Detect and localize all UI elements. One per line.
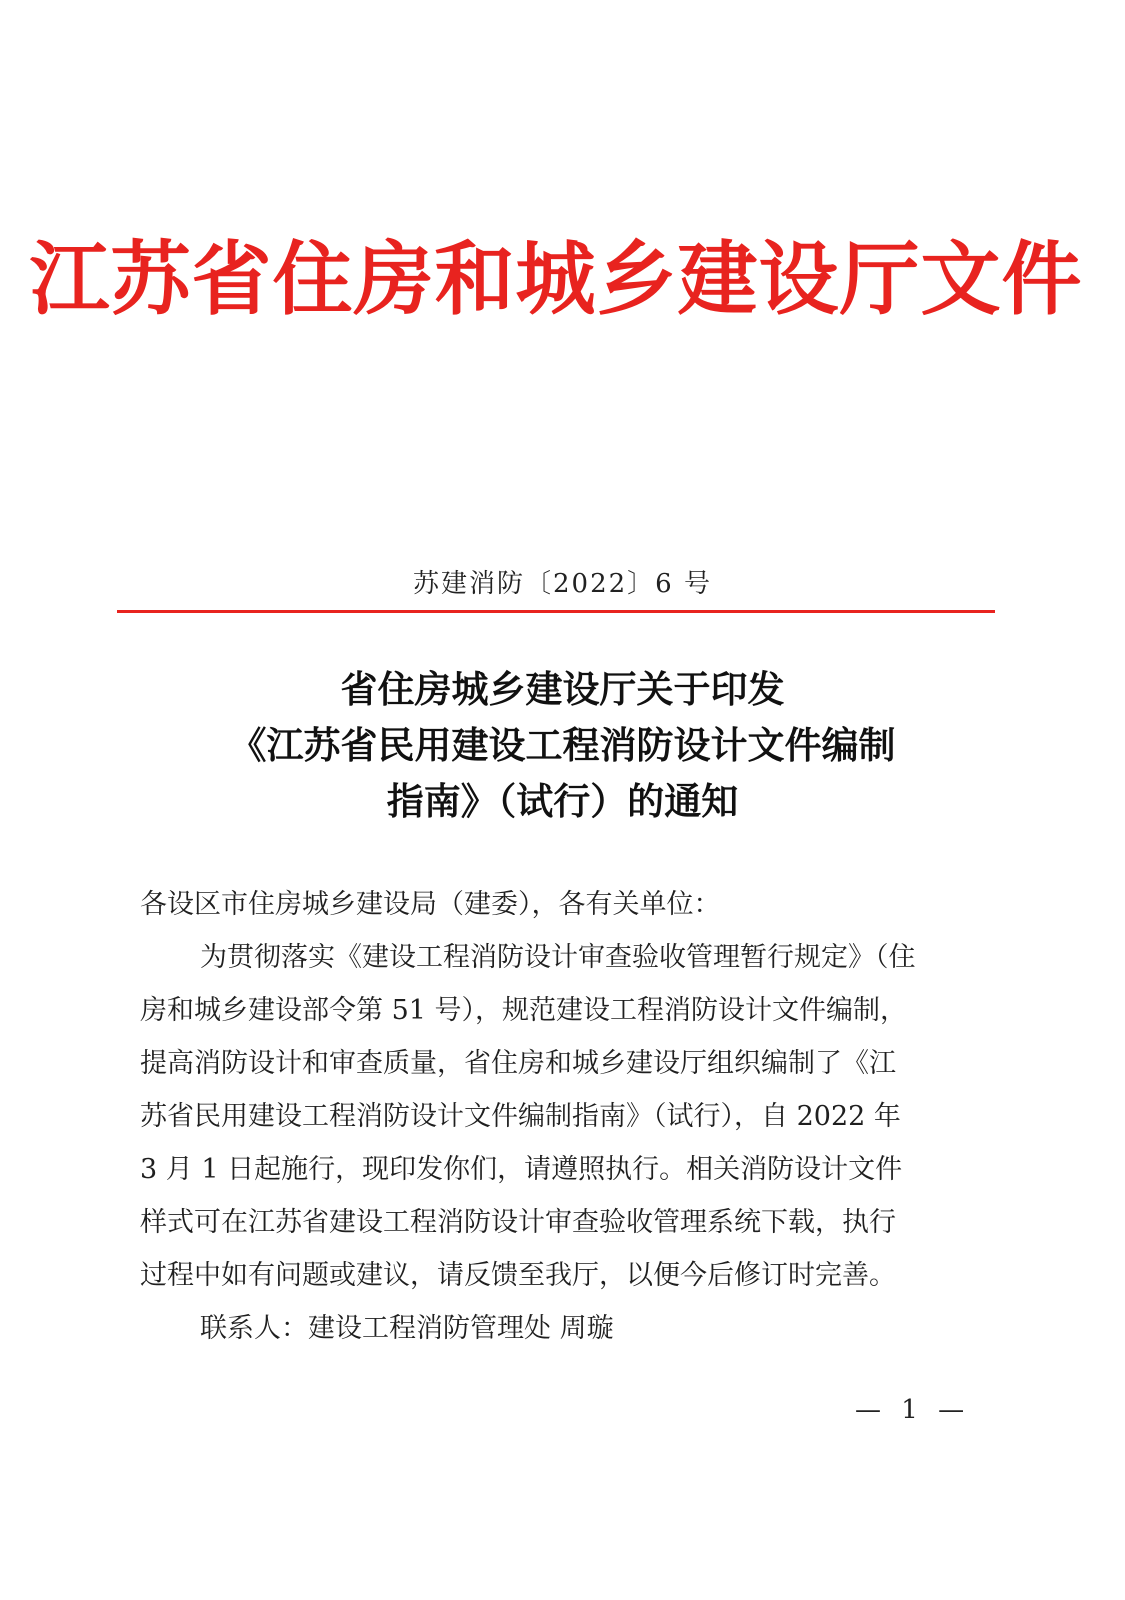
title-line-3: 指南》（试行）的通知 — [386, 780, 739, 823]
body-line: 过程中如有问题或建议，请反馈至我厅，以便今后修订时完善。 — [140, 1260, 896, 1291]
notice-body — [140, 878, 970, 1355]
title-line-1: 省住房城乡建设厅关于印发 — [340, 668, 785, 711]
red-divider-line — [117, 610, 995, 613]
notice-title — [0, 662, 1125, 830]
body-line: 样式可在江苏省建设工程消防设计审查验收管理系统下载，执行 — [140, 1207, 896, 1238]
body-line: 为贯彻落实《建设工程消防设计审查验收管理暂行规定》（住 — [200, 942, 916, 973]
body-line: 提高消防设计和审查质量，省住房和城乡建设厅组织编制了《江 — [140, 1048, 896, 1079]
body-line: 3 月 1 日起施行，现印发你们，请遵照执行。相关消防设计文件 — [140, 1154, 903, 1185]
document-number: 苏建消防〔2022〕6 号 — [413, 569, 712, 599]
addressee-line: 各设区市住房城乡建设局（建委），各有关单位： — [140, 889, 721, 920]
contact-line: 联系人：建设工程消防管理处 周璇 — [200, 1313, 614, 1344]
title-line-2: 《江苏省民用建设工程消防设计文件编制 — [229, 724, 896, 767]
masthead-title: 江苏省住房和城乡建设厅文件 — [29, 233, 1083, 326]
body-line: 苏省民用建设工程消防设计文件编制指南》（试行），自 2022 年 — [140, 1101, 901, 1132]
page-number: — 1 — — [855, 1395, 971, 1425]
body-line: 房和城乡建设部令第 51 号），规范建设工程消防设计文件编制， — [140, 995, 908, 1026]
